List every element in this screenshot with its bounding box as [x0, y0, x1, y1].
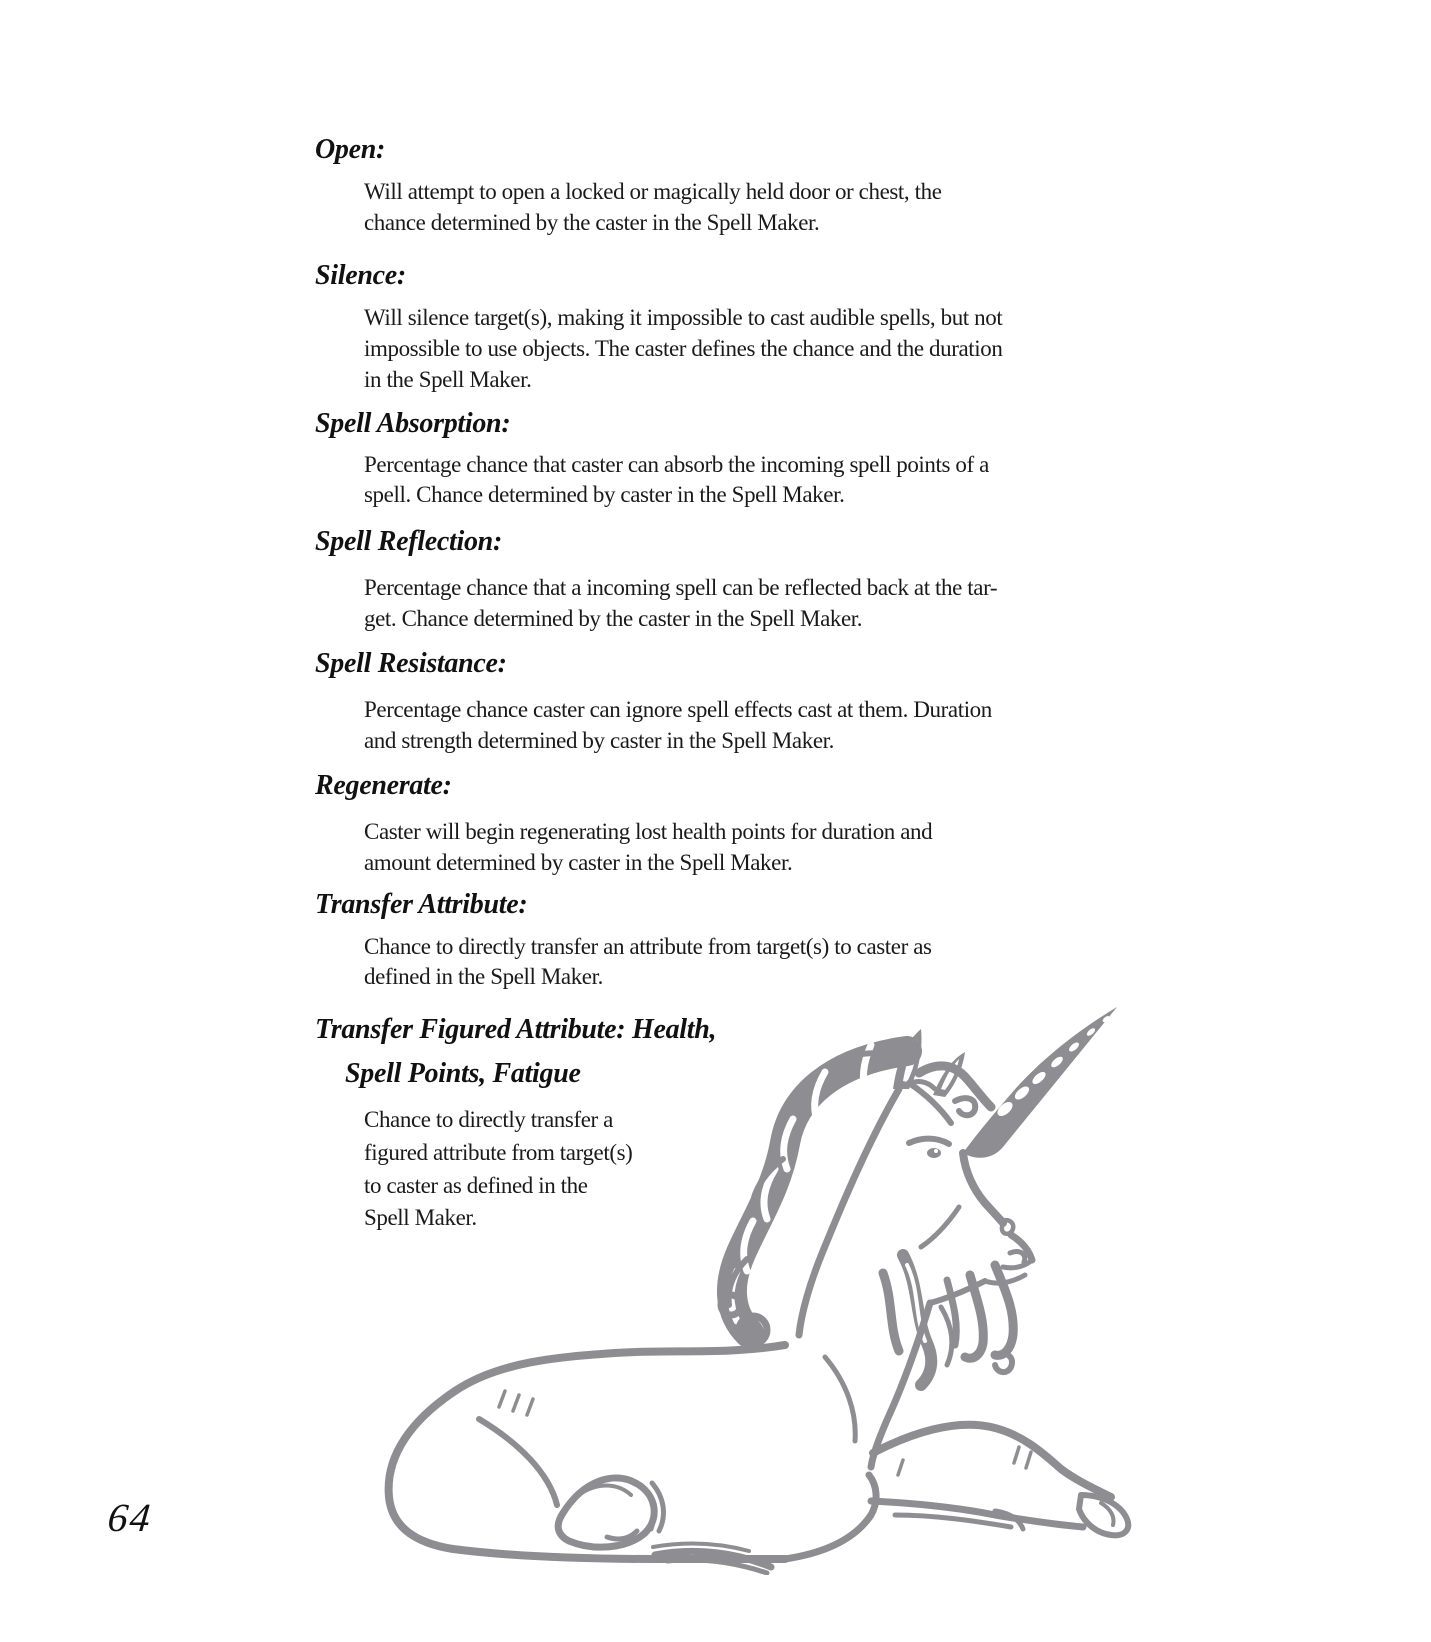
body-line: figured attribute from target(s) — [364, 1140, 633, 1165]
body-line: defined in the Spell Maker. — [364, 964, 603, 989]
unicorn-extended-legs — [871, 1425, 1128, 1536]
unicorn-neck-locks — [883, 1255, 952, 1385]
body-line: spell. Chance determined by caster in the Spell Maker. — [364, 482, 845, 507]
body-line: Chance to directly transfer an attribute from target(s) to caster as — [364, 934, 932, 959]
section-heading-silence: Silence: — [315, 260, 406, 291]
body-line: Spell Maker. — [364, 1205, 477, 1230]
page-number: 64 — [105, 1495, 155, 1540]
body-line: Percentage chance that caster can absorb the incoming spell points of a — [364, 452, 989, 477]
body-line: Will attempt to open a locked or magically held door or chest, the — [364, 179, 942, 204]
section-heading-transfer-attribute: Transfer Attribute: — [315, 889, 528, 920]
section-heading-transfer-figured-attribute-line2: Spell Points, Fatigue — [345, 1058, 581, 1089]
section-heading-open: Open: — [315, 134, 386, 165]
unicorn-folded-leg — [558, 1478, 663, 1547]
body-line: Chance to directly transfer a — [364, 1107, 613, 1132]
unicorn-mane — [721, 1045, 907, 1344]
body-line: Percentage chance caster can ignore spell effects cast at them. Duration — [364, 697, 992, 722]
body-line: and strength determined by caster in the Spell Maker. — [364, 728, 834, 753]
body-line: Caster will begin regenerating lost health points for duration and — [364, 819, 933, 844]
section-heading-spell-reflection: Spell Reflection: — [315, 526, 502, 557]
body-line: Will silence target(s), making it impossible to cast audible spells, but not — [364, 305, 1003, 330]
section-heading-spell-absorption: Spell Absorption: — [315, 408, 511, 439]
body-line: amount determined by caster in the Spell Maker. — [364, 850, 793, 875]
body-line: impossible to use objects. The caster defines the chance and the duration — [364, 336, 1003, 361]
section-heading-regenerate: Regenerate: — [315, 770, 452, 801]
section-heading-spell-resistance: Spell Resistance: — [315, 648, 507, 679]
body-line: chance determined by the caster in the Spell Maker. — [364, 210, 820, 235]
section-heading-transfer-figured-attribute: Transfer Figured Attribute: Health, — [315, 1014, 717, 1045]
unicorn-horn-icon — [963, 1007, 1117, 1158]
body-line: to caster as defined in the — [364, 1173, 588, 1198]
unicorn-illustration — [355, 955, 1155, 1575]
body-line: get. Chance determined by the caster in the Spell Maker. — [364, 606, 863, 631]
unicorn-body — [389, 1345, 876, 1559]
body-line: in the Spell Maker. — [364, 367, 532, 392]
body-line: Percentage chance that a incoming spell can be reflected back at the tar- — [364, 575, 998, 600]
